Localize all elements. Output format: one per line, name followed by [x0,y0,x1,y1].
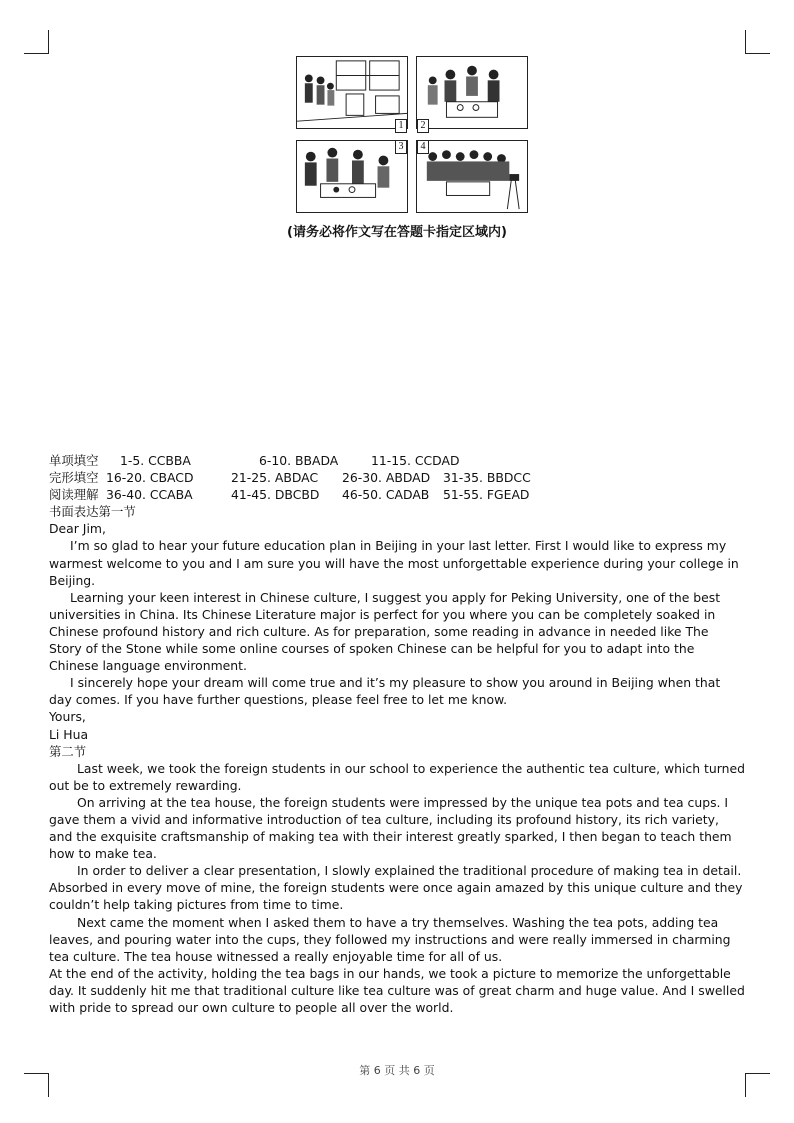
illustration-panel-1 [296,56,408,129]
illustration-panel-2 [416,56,528,129]
answer-group: 31-35. BBDCC [443,470,531,486]
answer-group: 46-50. CADAB [342,487,430,503]
answer-row [49,469,745,486]
essay-paragraph: In order to deliver a clear presentation, I slowly explained the traditional procedure of making tea in detail. Absorbed in every move of mine, the foreign students were once again amazed by this unique culture and they couldn’t help taking pictures from time to time. [49,863,743,913]
answer-row-label: 阅读理解 [49,487,99,503]
answer-row [49,486,745,503]
figure-caption: (请务必将作文写在答题卡指定区域内) [287,225,507,240]
crop-mark-top-right [745,30,746,54]
answer-group: 1-5. CCBBA [120,453,191,468]
answer-row-label: 单项填空 [49,453,99,468]
essay-paragraph: Next came the moment when I asked them to have a try themselves. Washing the tea pots, adding tea leaves, and pouring water into the cups, they followed my instructions and were really immersed in charming tea culture. The tea house witnessed a really enjoyable time for all of us. [49,914,731,964]
answer-row [49,452,745,469]
letter-paragraph: I sincerely hope your dream will come true and it’s my pleasure to show you around in Beijing when that day comes. If you have further questions, please feel free to let me know. [49,675,721,708]
crop-mark-top-left [24,53,49,54]
crop-mark-top-right [745,53,770,54]
answer-group: 21-25. ABDAC [231,470,319,486]
panel-number-4: 4 [417,140,429,154]
illustration-grid [296,56,528,214]
illustration-panel-4 [416,140,528,213]
answer-group: 16-20. CBACD [106,470,194,486]
illustration-panel-3 [296,140,408,213]
panel-number-3: 3 [395,140,407,154]
essay-paragraph: On arriving at the tea house, the foreign students were impressed by the unique tea pots and tea cups. I gave them a vivid and informative introduction of tea culture, including its profound history, its rich variety, and the exquisite craftsmanship of making tea with their interest greatly sparked, I then began to teach them how to make tea. [49,794,732,862]
answer-group: 51-55. FGEAD [443,487,530,503]
crop-mark-top-left [48,30,49,54]
answer-group: 41-45. DBCBD [231,487,320,503]
answer-group: 11-15. CCDAD [371,453,460,468]
answer-row-label: 完形填空 [49,470,99,486]
answer-and-writing-content [49,452,745,1016]
section2-title: 第二节 [49,743,87,759]
letter-paragraph: Learning your keen interest in Chinese culture, I suggest you apply for Peking University, one of the best universities in China. Its Chinese Literature major is perfect for you where you can be completely soaked in Chinese profound history and rich culture. As for preparation, some reading in advance in needed like The Story of the Stone while some online courses of spoken Chinese can be helpful for you to adapt into the Chinese language environment. [49,589,721,674]
panel-number-2: 2 [417,119,429,133]
letter-paragraph: I’m so glad to hear your future education plan in Beijing in your last letter. First I would like to express my warmest welcome to you and I am sure you will have the most unforgettable experience during your college in Beijing. [49,538,739,588]
letter-closing: Yours, [49,709,86,725]
essay-final-paragraph: At the end of the activity, holding the tea bags in our hands, we took a picture to memorize the unforgettable day. It suddenly hit me that traditional culture like tea culture was of great charm and huge value. And I swelled with pride to spread our own culture to people all over the world. [49,965,745,1015]
letter-signature: Li Hua [49,726,89,742]
essay-paragraph: Last week, we took the foreign students in our school to experience the authentic tea culture, which turned out be to extremely rewarding. [49,760,745,793]
page-number: 第 6 页 共 6 页 [359,1064,435,1077]
panel-number-1: 1 [395,119,407,133]
answer-group: 6-10. BBADA [259,453,339,468]
answer-group: 36-40. CCABA [106,487,193,503]
answer-group: 26-30. ABDAD [342,470,431,486]
section1-title: 书面表达第一节 [49,504,136,520]
letter-greeting: Dear Jim, [49,521,106,537]
